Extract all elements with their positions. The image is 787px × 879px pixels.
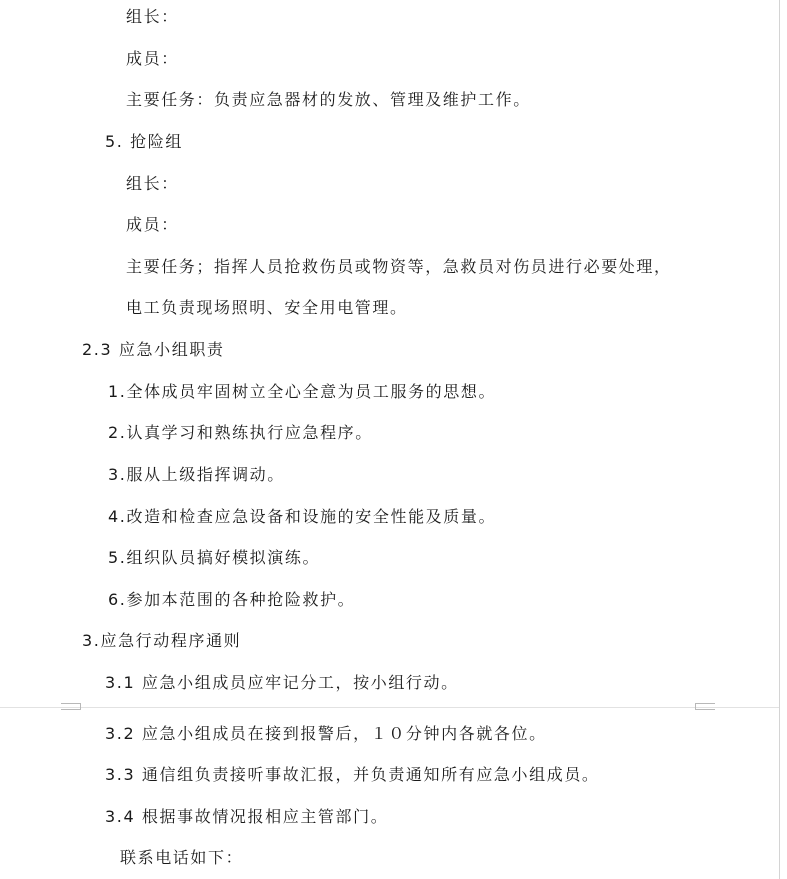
section-heading-3: 3.应急行动程序通则: [82, 631, 242, 650]
main-task-electrician: 电工负责现场照明、安全用电管理。: [126, 298, 408, 317]
main-task-equipment: 主要任务：负责应急器材的发放、管理及维护工作。: [126, 90, 531, 109]
duty-item-5: 5.组织队员搞好模拟演练。: [108, 548, 321, 567]
rule-3-4: 3.4 根据事故情况报相应主管部门。: [105, 807, 389, 826]
duty-item-1: 1.全体成员牢固树立全心全意为员工服务的思想。: [108, 382, 497, 401]
page-corner-mark-right: [695, 703, 715, 710]
leader-label-1: 组长：: [126, 7, 179, 26]
rule-3-1: 3.1 应急小组成员应牢记分工，按小组行动。: [105, 673, 459, 692]
duty-item-3: 3.服从上级指挥调动。: [108, 465, 285, 484]
contact-phone-label: 联系电话如下：: [120, 848, 244, 867]
main-task-rescue: 主要任务；指挥人员抢救伤员或物资等，急救员对伤员进行必要处理，: [126, 257, 672, 276]
duty-item-6: 6.参加本范围的各种抢险救护。: [108, 590, 356, 609]
rule-3-3: 3.3 通信组负责接听事故汇报，并负责通知所有应急小组成员。: [105, 765, 600, 784]
heading-rescue-team: 5. 抢险组: [105, 132, 183, 151]
member-label-2: 成员：: [126, 215, 179, 234]
page-break-line: [0, 707, 779, 708]
member-label-1: 成员：: [126, 49, 179, 68]
page-right-edge: [779, 0, 780, 879]
rule-3-2: 3.2 应急小组成员在接到报警后，１０分钟内各就各位。: [105, 724, 547, 743]
duty-item-2: 2.认真学习和熟练执行应急程序。: [108, 423, 373, 442]
section-heading-2-3: 2.3 应急小组职责: [82, 340, 225, 359]
page-corner-mark-left: [61, 703, 81, 710]
leader-label-2: 组长：: [126, 174, 179, 193]
duty-item-4: 4.改造和检查应急设备和设施的安全性能及质量。: [108, 507, 497, 526]
